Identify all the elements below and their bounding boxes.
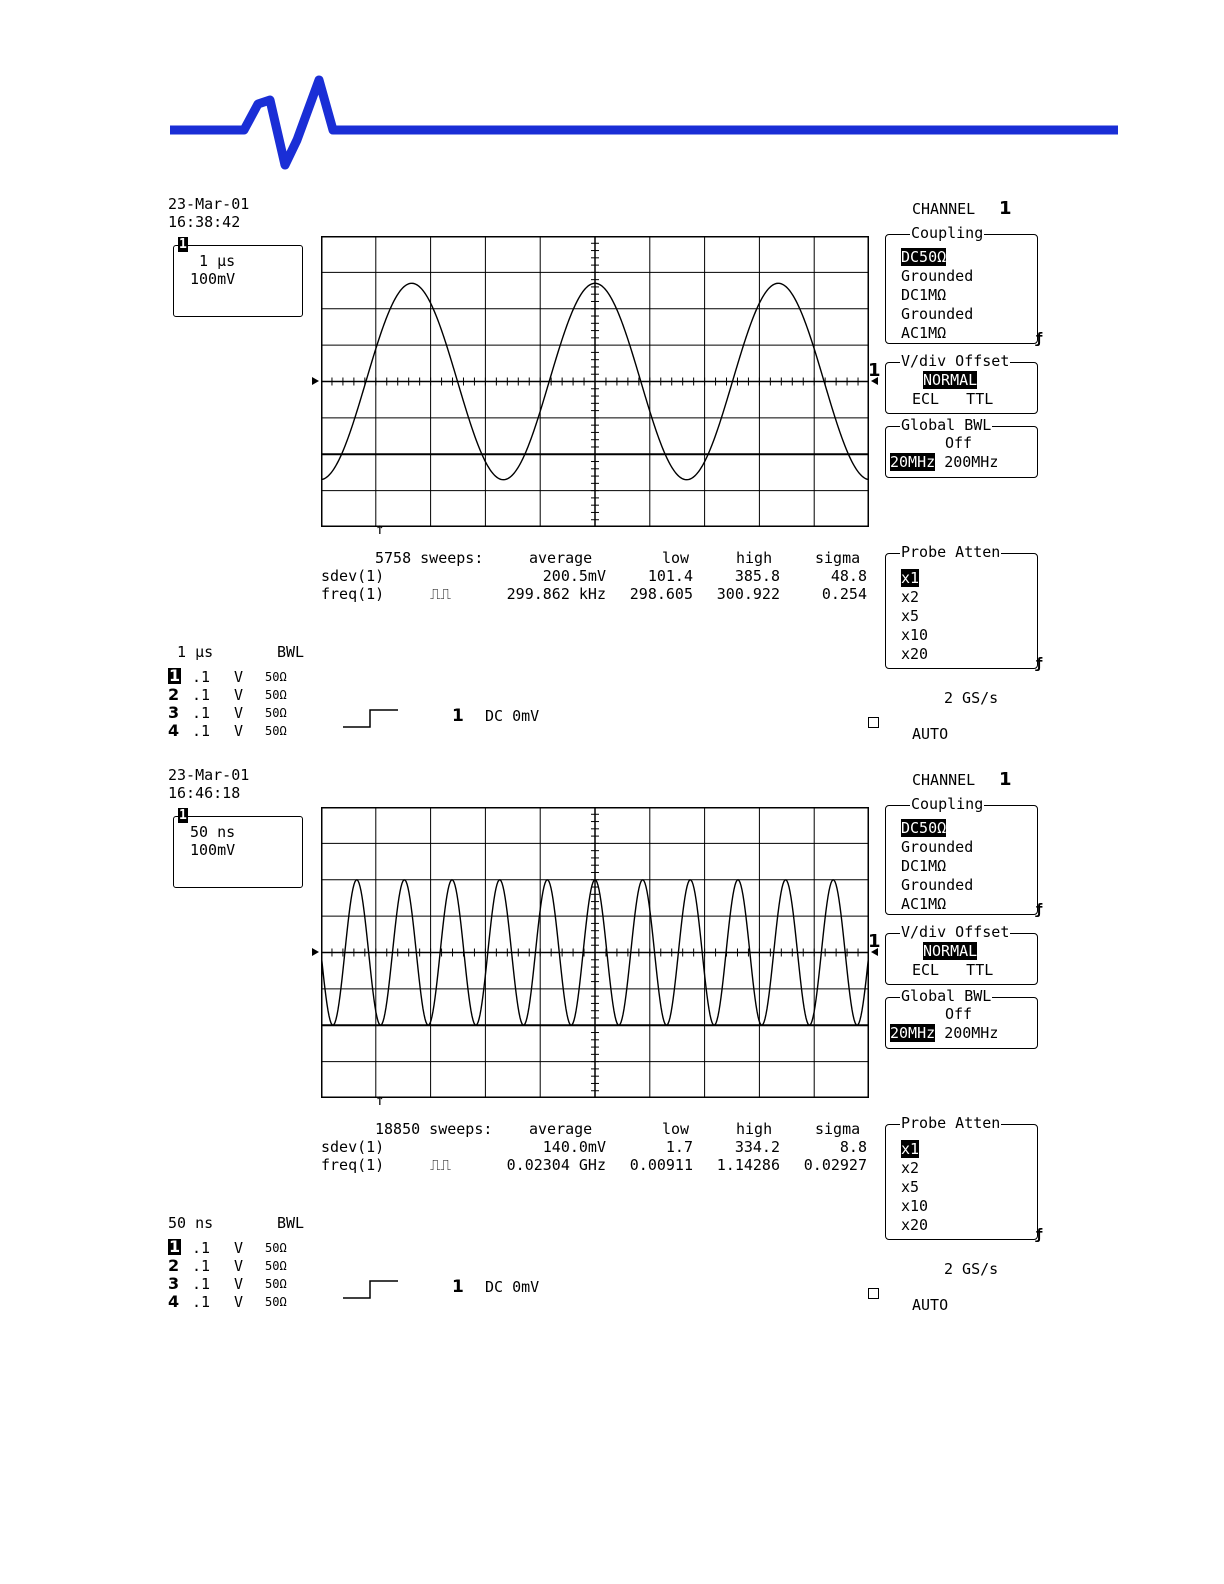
stat-header-sigma: sigma [815, 549, 861, 567]
channel-menu-title: CHANNEL [912, 200, 976, 218]
channel-unit: V [234, 686, 244, 704]
sample-rate: 2 GS/s [944, 1260, 999, 1278]
stat-row-pulse-icon: ⎍⎍ [430, 1156, 452, 1174]
bwl-off-option[interactable]: Off [945, 1005, 973, 1023]
vdiv-offset-menu[interactable] [885, 352, 1038, 414]
probe-atten-option[interactable]: x2 [901, 588, 920, 606]
channel-unit: V [234, 1257, 244, 1275]
channel-unit: V [234, 1275, 244, 1293]
channel-unit: V [234, 668, 244, 686]
bwl-label: BWL [277, 643, 305, 661]
channel-vdiv: .1 [192, 1293, 211, 1311]
stat-row-low: 0.00911 [629, 1156, 693, 1174]
channel-vdiv: .1 [192, 668, 211, 686]
stat-row-high: 300.922 [716, 585, 780, 603]
stat-row-name: sdev(1) [321, 1138, 385, 1156]
channel-number: 3 [168, 703, 180, 722]
bwl-20mhz-option[interactable]: 20MHz [890, 453, 936, 471]
coupling-menu[interactable] [885, 795, 1043, 918]
waveform-grid [321, 807, 869, 1098]
channel-vdiv: .1 [192, 1275, 211, 1293]
channel-number: 4 [168, 721, 180, 740]
trigger-position-arrow: ↑ [375, 1090, 385, 1109]
capture-date: 23-Mar-01 [168, 766, 250, 784]
coupling-option[interactable]: Grounded [901, 305, 974, 323]
trigger-coupling-level: DC 0mV [485, 707, 540, 725]
trace-info-box[interactable] [173, 808, 303, 888]
sweeps-count: 18850 sweeps: [375, 1120, 493, 1138]
scope-capture [0, 195, 1224, 770]
channel-vdiv: .1 [192, 686, 211, 704]
stat-row-high: 1.14286 [716, 1156, 780, 1174]
sample-rate: 2 GS/s [944, 689, 999, 707]
coupling-option[interactable]: DC1MΩ [901, 286, 947, 304]
stat-header-average: average [529, 1120, 593, 1138]
bwl-20mhz-option[interactable]: 20MHz [890, 1024, 936, 1042]
probe-atten-option[interactable]: x1 [901, 569, 920, 587]
trace-timebase: 1 µs [190, 252, 236, 270]
acquisition-checkbox[interactable] [868, 1288, 879, 1299]
menu-flag-icon: ƒ [1034, 902, 1043, 918]
coupling-option[interactable]: AC1MΩ [901, 895, 947, 913]
channel-vdiv: .1 [192, 1239, 211, 1257]
stat-row-sigma: 8.8 [839, 1138, 867, 1156]
channel-menu-number: 1 [999, 198, 1012, 219]
stat-row-pulse-icon: ⎍⎍ [430, 585, 452, 603]
channel-number: 1 [169, 666, 181, 685]
channel-vdiv: .1 [192, 704, 211, 722]
trigger-edge-icon [342, 1279, 400, 1301]
stat-row-sigma: 48.8 [830, 567, 867, 585]
coupling-option[interactable]: DC1MΩ [901, 857, 947, 875]
channel-impedance: 50Ω [265, 1241, 287, 1255]
stat-row-average: 200.5mV [542, 567, 606, 585]
stat-row-name: freq(1) [321, 585, 385, 603]
stat-header-high: high [736, 1120, 773, 1138]
channel-impedance: 50Ω [265, 1277, 287, 1291]
vdiv-normal-option[interactable]: NORMAL [923, 942, 978, 960]
global-bwl-title: Global BWL [901, 987, 992, 1005]
bwl-200mhz-option[interactable]: 200MHz [944, 453, 999, 471]
coupling-option[interactable]: Grounded [901, 267, 974, 285]
global-bwl-title: Global BWL [901, 416, 992, 434]
trace-label: 1 [179, 237, 187, 252]
coupling-menu-title: Coupling [911, 224, 984, 242]
capture-date: 23-Mar-01 [168, 195, 250, 213]
trigger-source: 1 [452, 1277, 464, 1297]
stat-row-low: 298.605 [629, 585, 693, 603]
stat-row-high: 334.2 [734, 1138, 780, 1156]
probe-atten-option[interactable]: x20 [901, 1216, 929, 1234]
trigger-mode: AUTO [912, 725, 949, 743]
probe-atten-title: Probe Atten [901, 543, 1001, 561]
stat-row-average: 140.0mV [542, 1138, 606, 1156]
ground-level-marker-right [871, 948, 878, 956]
coupling-option[interactable]: AC1MΩ [901, 324, 947, 342]
stat-row-name: sdev(1) [321, 567, 385, 585]
stat-row-low: 101.4 [647, 567, 693, 585]
stat-header-average: average [529, 549, 593, 567]
vdiv-ecl-ttl-options[interactable]: ECL TTL [912, 961, 994, 979]
probe-atten-option[interactable]: x2 [901, 1159, 920, 1177]
probe-atten-title: Probe Atten [901, 1114, 1001, 1132]
channel-unit: V [234, 1293, 244, 1311]
trace-label: 1 [179, 808, 187, 823]
channel-number: 2 [168, 1256, 180, 1275]
trace-volts: 100mV [190, 270, 236, 288]
stat-header-high: high [736, 549, 773, 567]
probe-atten-option[interactable]: x5 [901, 607, 920, 625]
trace-info-box[interactable] [173, 237, 303, 317]
waveform-grid [321, 236, 869, 527]
probe-atten-menu[interactable] [885, 1114, 1043, 1243]
trigger-coupling-level: DC 0mV [485, 1278, 540, 1296]
channel-menu-number: 1 [999, 769, 1012, 790]
vdiv-offset-menu[interactable] [885, 923, 1038, 985]
probe-atten-option[interactable]: x20 [901, 645, 929, 663]
scope-capture [0, 766, 1224, 1341]
capture-time: 16:46:18 [168, 784, 241, 802]
channel-unit: V [234, 1239, 244, 1257]
coupling-option[interactable]: DC50Ω [901, 819, 947, 837]
sweeps-count: 5758 sweeps: [375, 549, 484, 567]
stat-header-low: low [662, 549, 690, 567]
global-bwl-menu[interactable] [885, 987, 1038, 1049]
capture-time: 16:38:42 [168, 213, 241, 231]
stat-row-high: 385.8 [734, 567, 780, 585]
channel-impedance: 50Ω [265, 1259, 287, 1273]
probe-atten-option[interactable]: x1 [901, 1140, 920, 1158]
channel-number: 4 [168, 1292, 180, 1311]
trigger-source: 1 [452, 706, 464, 726]
trace-timebase: 50 ns [190, 823, 236, 841]
stat-row-average: 299.862 kHz [506, 585, 606, 603]
channel-number: 1 [169, 1237, 181, 1256]
trigger-position-arrow: ↑ [375, 519, 385, 538]
stat-header-low: low [662, 1120, 690, 1138]
channel-impedance: 50Ω [265, 670, 287, 684]
channel-vdiv: .1 [192, 722, 211, 740]
timebase-readout: 1 µs [168, 643, 214, 661]
bwl-off-option[interactable]: Off [945, 434, 973, 452]
vdiv-normal-option[interactable]: NORMAL [923, 371, 978, 389]
ground-level-marker-left [312, 948, 319, 956]
channel-unit: V [234, 704, 244, 722]
ground-marker: 1 [868, 360, 881, 381]
stat-row-sigma: 0.02927 [803, 1156, 867, 1174]
logo-pulse-line [0, 0, 1224, 180]
stat-row-average: 0.02304 GHz [506, 1156, 606, 1174]
channel-vdiv: .1 [192, 1257, 211, 1275]
ground-level-marker-right [871, 377, 878, 385]
menu-flag-icon: ƒ [1034, 331, 1043, 347]
probe-atten-option[interactable]: x5 [901, 1178, 920, 1196]
menu-flag-icon: ƒ [1034, 1227, 1043, 1243]
probe-atten-menu[interactable] [885, 543, 1043, 672]
stat-row-low: 1.7 [665, 1138, 693, 1156]
coupling-option[interactable]: Grounded [901, 876, 974, 894]
probe-atten-option[interactable]: x10 [901, 626, 929, 644]
vdiv-offset-title: V/div Offset [901, 923, 1010, 941]
acquisition-checkbox[interactable] [868, 717, 879, 728]
channel-number: 3 [168, 1274, 180, 1293]
stat-header-sigma: sigma [815, 1120, 861, 1138]
ground-marker: 1 [868, 931, 881, 952]
trigger-edge-icon [342, 708, 400, 730]
bwl-200mhz-option[interactable]: 200MHz [944, 1024, 999, 1042]
menu-flag-icon: ƒ [1034, 656, 1043, 672]
probe-atten-option[interactable]: x10 [901, 1197, 929, 1215]
global-bwl-menu[interactable] [885, 416, 1038, 478]
vdiv-ecl-ttl-options[interactable]: ECL TTL [912, 390, 994, 408]
coupling-option[interactable]: DC50Ω [901, 248, 947, 266]
channel-impedance: 50Ω [265, 706, 287, 720]
trigger-mode: AUTO [912, 1296, 949, 1314]
ground-level-marker-left [312, 377, 319, 385]
channel-impedance: 50Ω [265, 1295, 287, 1309]
bwl-label: BWL [277, 1214, 305, 1232]
channel-number: 2 [168, 685, 180, 704]
stat-row-sigma: 0.254 [821, 585, 867, 603]
channel-impedance: 50Ω [265, 688, 287, 702]
stat-row-name: freq(1) [321, 1156, 385, 1174]
trace-volts: 100mV [190, 841, 236, 859]
coupling-option[interactable]: Grounded [901, 838, 974, 856]
channel-unit: V [234, 722, 244, 740]
coupling-menu[interactable] [885, 224, 1043, 347]
coupling-menu-title: Coupling [911, 795, 984, 813]
channel-impedance: 50Ω [265, 724, 287, 738]
timebase-readout: 50 ns [168, 1214, 214, 1232]
channel-menu-title: CHANNEL [912, 771, 976, 789]
vdiv-offset-title: V/div Offset [901, 352, 1010, 370]
